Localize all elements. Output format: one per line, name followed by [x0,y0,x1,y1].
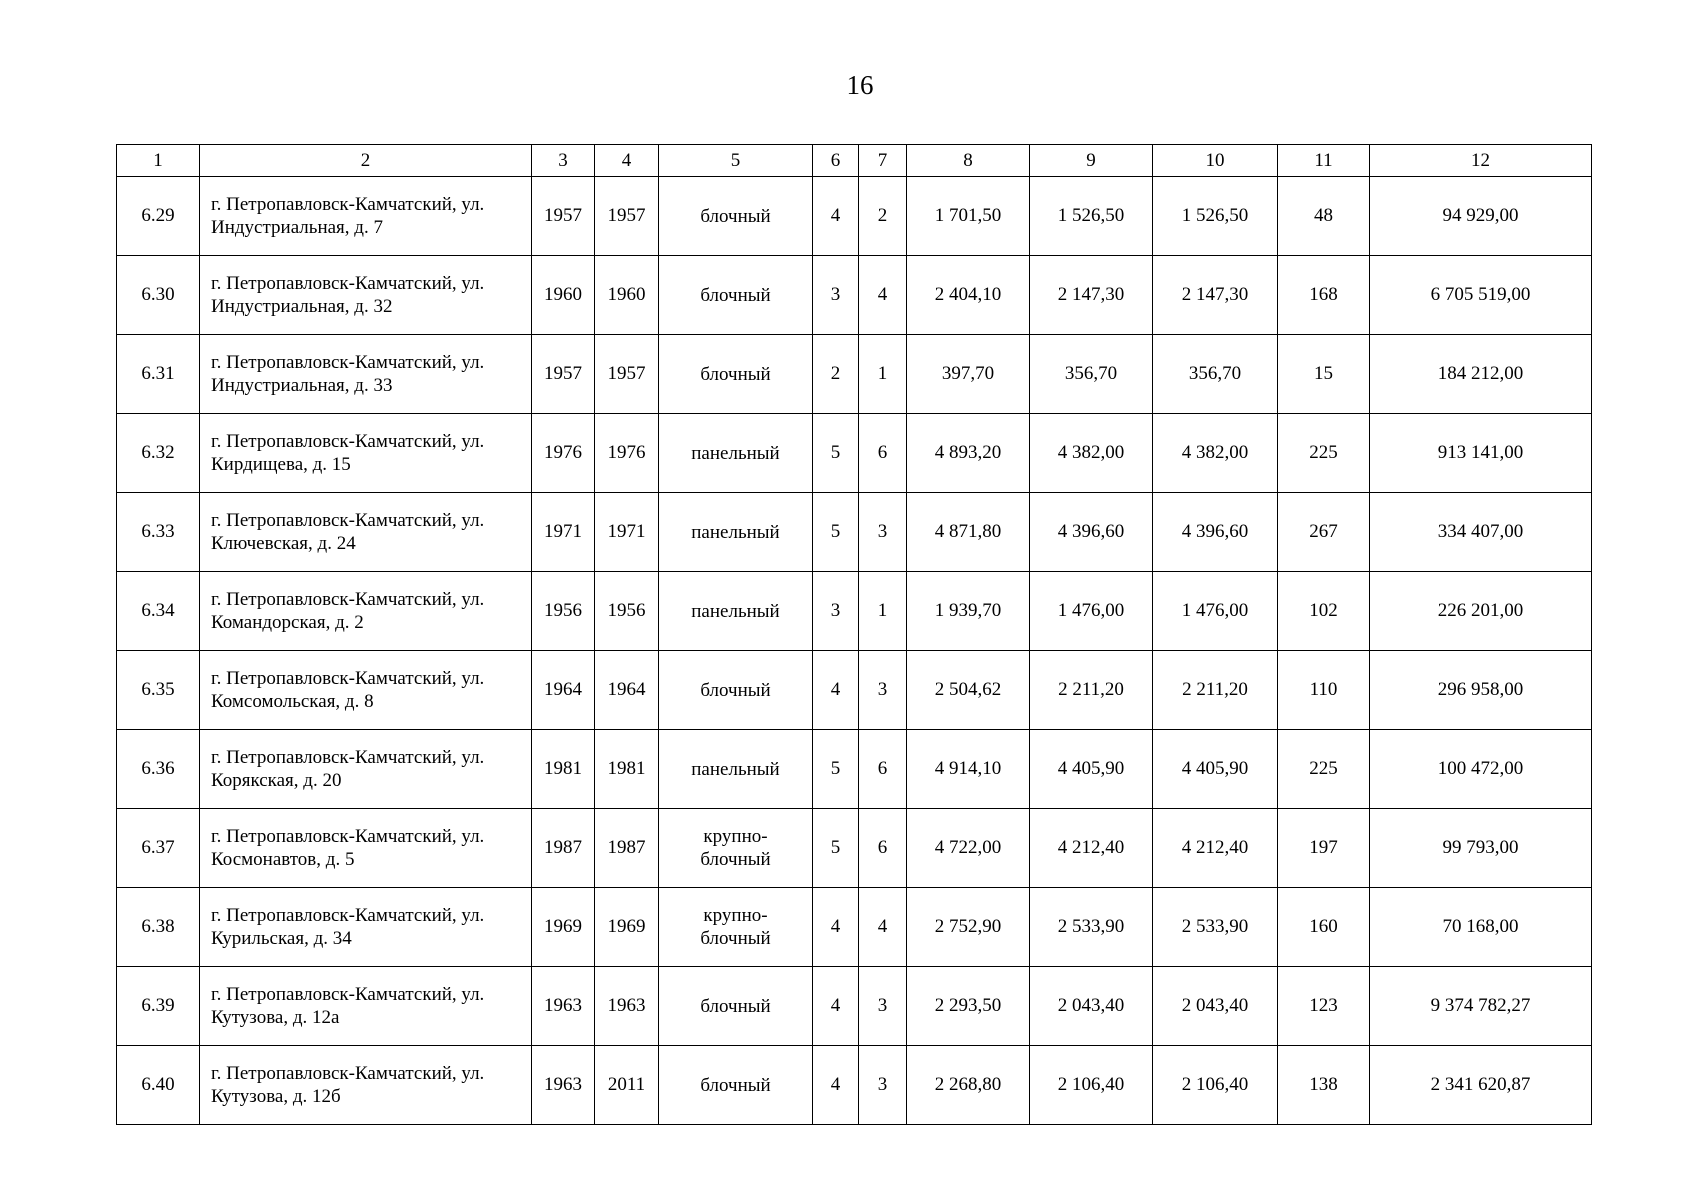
wall-material-line-1: крупно- [703,905,768,926]
total-area-cell: 2 752,90 [907,888,1030,967]
floors-cell: 4 [813,177,859,256]
address-line-1: г. Петропавловск-Камчатский, ул. [211,431,485,452]
cost-cell: 2 341 620,87 [1370,1046,1592,1125]
residents-cell: 110 [1278,651,1370,730]
year-commissioned-cell: 1971 [595,493,659,572]
premises-area-cell: 1 476,00 [1030,572,1153,651]
column-header: 1 [117,145,200,177]
address-line-1: г. Петропавловск-Камчатский, ул. [211,1063,485,1084]
column-header: 8 [907,145,1030,177]
entrances-cell: 3 [859,1046,907,1125]
table-body [117,177,1592,1125]
year-commissioned-cell: 1957 [595,335,659,414]
residential-area-cell: 356,70 [1153,335,1278,414]
entrances-cell: 3 [859,967,907,1046]
row-number-cell: 6.38 [117,888,200,967]
address-line-2: Командорская, д. 2 [211,612,364,633]
year-commissioned-cell: 1964 [595,651,659,730]
table-row [117,809,1592,888]
address-line-2: Курильская, д. 34 [211,928,352,949]
address-cell [200,572,532,651]
year-built-cell: 1981 [532,730,595,809]
address-line-1: г. Петропавловск-Камчатский, ул. [211,589,485,610]
floors-cell: 5 [813,809,859,888]
address-cell [200,414,532,493]
floors-cell: 5 [813,493,859,572]
wall-material-cell [659,730,813,809]
housing-table [116,144,1592,1125]
total-area-cell: 2 268,80 [907,1046,1030,1125]
total-area-cell: 1 701,50 [907,177,1030,256]
year-built-cell: 1987 [532,809,595,888]
floors-cell: 4 [813,967,859,1046]
column-header: 6 [813,145,859,177]
residents-cell: 48 [1278,177,1370,256]
premises-area-cell: 4 212,40 [1030,809,1153,888]
floors-cell: 4 [813,651,859,730]
wall-material-line-2: блочный [700,928,771,949]
wall-material-line-1: панельный [691,758,780,780]
total-area-cell: 4 871,80 [907,493,1030,572]
wall-material-line-1: блочный [700,679,771,701]
address-cell [200,335,532,414]
wall-material-line-1: блочный [700,205,771,227]
premises-area-cell: 4 396,60 [1030,493,1153,572]
entrances-cell: 6 [859,730,907,809]
entrances-cell: 4 [859,256,907,335]
wall-material-cell [659,967,813,1046]
year-commissioned-cell: 1987 [595,809,659,888]
wall-material-line-1: панельный [691,600,780,622]
wall-material-cell [659,809,813,888]
wall-material-line-1: панельный [691,442,780,464]
year-commissioned-cell: 1956 [595,572,659,651]
address-cell [200,493,532,572]
address-cell [200,256,532,335]
wall-material-line-2: блочный [700,849,771,870]
premises-area-cell: 2 043,40 [1030,967,1153,1046]
entrances-cell: 4 [859,888,907,967]
column-header: 7 [859,145,907,177]
column-header: 10 [1153,145,1278,177]
column-header: 3 [532,145,595,177]
residents-cell: 160 [1278,888,1370,967]
entrances-cell: 3 [859,651,907,730]
floors-cell: 3 [813,256,859,335]
floors-cell: 2 [813,335,859,414]
address-line-2: Ключевская, д. 24 [211,533,356,554]
wall-material-cell [659,888,813,967]
cost-cell: 94 929,00 [1370,177,1592,256]
cost-cell: 9 374 782,27 [1370,967,1592,1046]
table-row [117,177,1592,256]
table-row [117,414,1592,493]
year-built-cell: 1976 [532,414,595,493]
year-built-cell: 1960 [532,256,595,335]
total-area-cell: 4 914,10 [907,730,1030,809]
residential-area-cell: 2 106,40 [1153,1046,1278,1125]
address-line-2: Кутузова, д. 12б [211,1086,341,1107]
cost-cell: 100 472,00 [1370,730,1592,809]
wall-material-line-1: панельный [691,521,780,543]
residential-area-cell: 2 533,90 [1153,888,1278,967]
premises-area-cell: 356,70 [1030,335,1153,414]
year-commissioned-cell: 2011 [595,1046,659,1125]
residents-cell: 102 [1278,572,1370,651]
wall-material-cell [659,493,813,572]
row-number-cell: 6.31 [117,335,200,414]
cost-cell: 296 958,00 [1370,651,1592,730]
entrances-cell: 1 [859,335,907,414]
total-area-cell: 4 893,20 [907,414,1030,493]
residents-cell: 168 [1278,256,1370,335]
premises-area-cell: 4 405,90 [1030,730,1153,809]
wall-material-line-1: блочный [700,1074,771,1096]
residential-area-cell: 4 396,60 [1153,493,1278,572]
row-number-cell: 6.35 [117,651,200,730]
column-header: 5 [659,145,813,177]
year-commissioned-cell: 1981 [595,730,659,809]
address-line-2: Индустриальная, д. 32 [211,296,393,317]
year-built-cell: 1964 [532,651,595,730]
year-commissioned-cell: 1957 [595,177,659,256]
floors-cell: 4 [813,888,859,967]
address-cell [200,730,532,809]
cost-cell: 70 168,00 [1370,888,1592,967]
address-line-2: Комсомольская, д. 8 [211,691,374,712]
total-area-cell: 397,70 [907,335,1030,414]
wall-material-line-1: блочный [700,363,771,385]
wall-material-cell [659,256,813,335]
total-area-cell: 2 504,62 [907,651,1030,730]
address-line-2: Корякская, д. 20 [211,770,342,791]
premises-area-cell: 2 147,30 [1030,256,1153,335]
address-line-1: г. Петропавловск-Камчатский, ул. [211,194,485,215]
cost-cell: 6 705 519,00 [1370,256,1592,335]
entrances-cell: 6 [859,414,907,493]
wall-material-cell [659,335,813,414]
wall-material-line-1: крупно- [703,826,768,847]
row-number-cell: 6.33 [117,493,200,572]
row-number-cell: 6.39 [117,967,200,1046]
total-area-cell: 4 722,00 [907,809,1030,888]
residents-cell: 225 [1278,414,1370,493]
residential-area-cell: 1 476,00 [1153,572,1278,651]
year-commissioned-cell: 1960 [595,256,659,335]
wall-material-line-1: блочный [700,284,771,306]
address-line-1: г. Петропавловск-Камчатский, ул. [211,747,485,768]
premises-area-cell: 2 106,40 [1030,1046,1153,1125]
premises-area-cell: 2 211,20 [1030,651,1153,730]
table-row [117,256,1592,335]
column-header: 2 [200,145,532,177]
premises-area-cell: 2 533,90 [1030,888,1153,967]
wall-material-cell [659,177,813,256]
cost-cell: 99 793,00 [1370,809,1592,888]
cost-cell: 226 201,00 [1370,572,1592,651]
column-header: 11 [1278,145,1370,177]
address-line-1: г. Петропавловск-Камчатский, ул. [211,273,485,294]
wall-material-line-1: блочный [700,995,771,1017]
year-commissioned-cell: 1963 [595,967,659,1046]
row-number-cell: 6.32 [117,414,200,493]
table-row [117,335,1592,414]
table-row [117,1046,1592,1125]
column-number-row [117,145,1592,177]
column-header: 4 [595,145,659,177]
residential-area-cell: 1 526,50 [1153,177,1278,256]
residential-area-cell: 4 382,00 [1153,414,1278,493]
residents-cell: 123 [1278,967,1370,1046]
year-built-cell: 1956 [532,572,595,651]
table-row [117,572,1592,651]
residents-cell: 267 [1278,493,1370,572]
year-commissioned-cell: 1976 [595,414,659,493]
year-built-cell: 1963 [532,967,595,1046]
residents-cell: 138 [1278,1046,1370,1125]
total-area-cell: 2 404,10 [907,256,1030,335]
residents-cell: 15 [1278,335,1370,414]
address-line-1: г. Петропавловск-Камчатский, ул. [211,984,485,1005]
address-cell [200,651,532,730]
total-area-cell: 1 939,70 [907,572,1030,651]
floors-cell: 5 [813,730,859,809]
entrances-cell: 1 [859,572,907,651]
address-line-1: г. Петропавловск-Камчатский, ул. [211,668,485,689]
column-header: 12 [1370,145,1592,177]
year-commissioned-cell: 1969 [595,888,659,967]
table-row [117,967,1592,1046]
residential-area-cell: 4 212,40 [1153,809,1278,888]
address-cell [200,809,532,888]
address-cell [200,967,532,1046]
address-line-2: Индустриальная, д. 7 [211,217,383,238]
premises-area-cell: 4 382,00 [1030,414,1153,493]
year-built-cell: 1957 [532,177,595,256]
address-line-2: Кирдищева, д. 15 [211,454,351,475]
entrances-cell: 3 [859,493,907,572]
address-line-1: г. Петропавловск-Камчатский, ул. [211,826,485,847]
row-number-cell: 6.34 [117,572,200,651]
address-line-1: г. Петропавловск-Камчатский, ул. [211,510,485,531]
residents-cell: 197 [1278,809,1370,888]
table-row [117,888,1592,967]
floors-cell: 4 [813,1046,859,1125]
table-row [117,651,1592,730]
residents-cell: 225 [1278,730,1370,809]
residential-area-cell: 2 147,30 [1153,256,1278,335]
address-line-1: г. Петропавловск-Камчатский, ул. [211,352,485,373]
address-cell [200,888,532,967]
wall-material-cell [659,651,813,730]
year-built-cell: 1971 [532,493,595,572]
table-row [117,493,1592,572]
address-line-2: Индустриальная, д. 33 [211,375,393,396]
premises-area-cell: 1 526,50 [1030,177,1153,256]
residential-area-cell: 2 043,40 [1153,967,1278,1046]
year-built-cell: 1969 [532,888,595,967]
year-built-cell: 1957 [532,335,595,414]
residential-area-cell: 2 211,20 [1153,651,1278,730]
page-number: 16 [846,70,874,100]
year-built-cell: 1963 [532,1046,595,1125]
wall-material-cell [659,572,813,651]
row-number-cell: 6.36 [117,730,200,809]
residential-area-cell: 4 405,90 [1153,730,1278,809]
address-cell [200,177,532,256]
table-row [117,730,1592,809]
row-number-cell: 6.37 [117,809,200,888]
floors-cell: 3 [813,572,859,651]
row-number-cell: 6.40 [117,1046,200,1125]
wall-material-cell [659,1046,813,1125]
address-line-1: г. Петропавловск-Камчатский, ул. [211,905,485,926]
entrances-cell: 6 [859,809,907,888]
column-header: 9 [1030,145,1153,177]
floors-cell: 5 [813,414,859,493]
row-number-cell: 6.29 [117,177,200,256]
cost-cell: 913 141,00 [1370,414,1592,493]
address-line-2: Кутузова, д. 12а [211,1007,340,1028]
address-line-2: Космонавтов, д. 5 [211,849,355,870]
wall-material-cell [659,414,813,493]
cost-cell: 334 407,00 [1370,493,1592,572]
entrances-cell: 2 [859,177,907,256]
row-number-cell: 6.30 [117,256,200,335]
cost-cell: 184 212,00 [1370,335,1592,414]
total-area-cell: 2 293,50 [907,967,1030,1046]
address-cell [200,1046,532,1125]
